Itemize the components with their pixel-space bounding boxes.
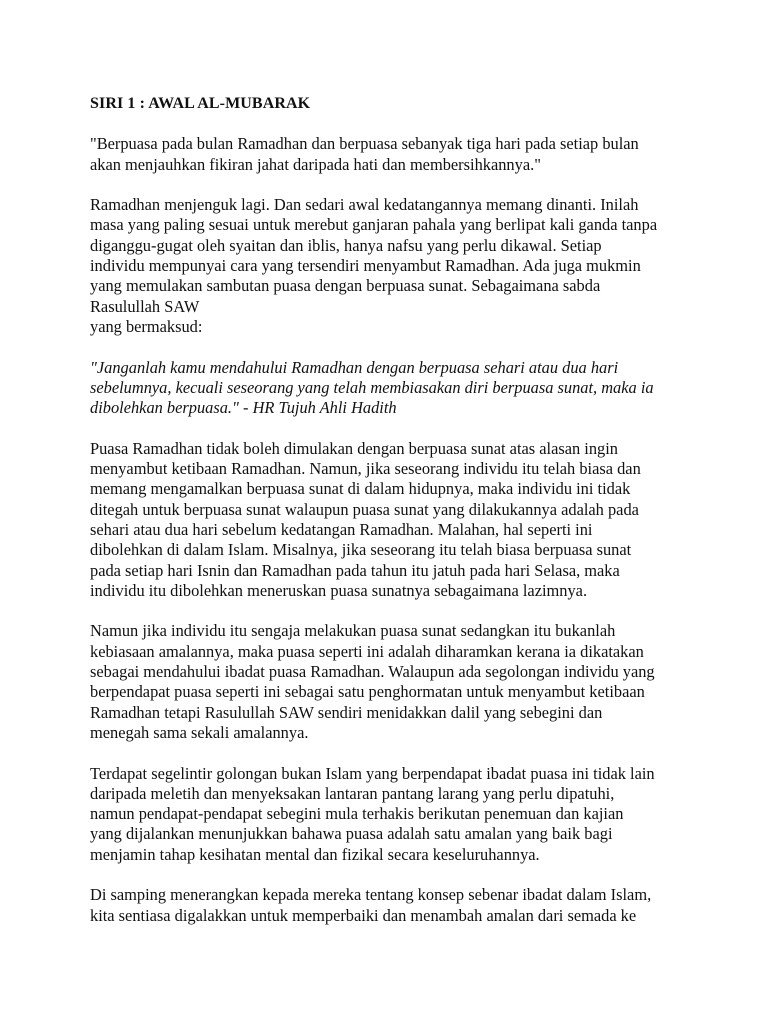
text-line: "Janganlah kamu mendahului Ramadhan dengan berpuasa sehari atau dua hari	[90, 357, 619, 377]
text-line: akan menjauhkan fikiran jahat daripada hati dan membersihkannya."	[90, 154, 541, 174]
body-paragraph	[90, 439, 690, 601]
body-paragraph	[90, 195, 690, 337]
quote-paragraph	[90, 358, 690, 419]
text-line: Puasa Ramadhan tidak boleh dimulakan dengan berpuasa sunat atas alasan ingin	[90, 438, 618, 458]
text-line: individu mempunyai cara yang tersendiri menyambut Ramadhan. Ada juga mukmin	[90, 256, 641, 276]
text-line: Di samping menerangkan kepada mereka tentang konsep sebenar ibadat dalam Islam,	[90, 885, 652, 905]
body-paragraph	[90, 885, 690, 926]
text-line: sebelumnya, kecuali seseorang yang telah membiasakan diri berpuasa sunat, maka ia	[90, 377, 654, 397]
text-line: dibolehkan berpuasa." - HR Tujuh Ahli Hadith	[90, 398, 397, 418]
text-line: sebagai mendahului ibadat puasa Ramadhan. Walaupun ada segolongan individu yang	[90, 662, 655, 682]
text-line: Ramadhan menjenguk lagi. Dan sedari awal kedatangannya memang dinanti. Inilah	[90, 195, 639, 215]
text-line: Terdapat segelintir golongan bukan Islam yang berpendapat ibadat puasa ini tidak lain	[90, 763, 655, 783]
text-line: menyambut ketibaan Ramadhan. Namun, jika seseorang individu itu telah biasa dan	[90, 459, 641, 479]
text-line: dibolehkan di dalam Islam. Misalnya, jika seseorang itu telah biasa berpuasa sunat	[90, 540, 632, 560]
text-line: ditegah untuk berpuasa sunat walaupun puasa sunat yang dilakukannya adalah pada	[90, 499, 639, 519]
document-title: SIRI 1 : AWAL AL-MUBARAK	[90, 95, 311, 112]
text-line: sehari atau dua hari sebelum kedatangan Ramadhan. Malahan, hal seperti ini	[90, 519, 593, 539]
body-paragraph	[90, 621, 690, 743]
text-line: kita sentiasa digalakkan untuk memperbaiki dan menambah amalan dari semada ke	[90, 905, 637, 925]
text-line: diganggu-gugat oleh syaitan dan iblis, hanya nafsu yang perlu dikawal. Setiap	[90, 235, 602, 255]
text-line: Namun jika individu itu sengaja melakukan puasa sunat sedangkan itu bukanlah	[90, 621, 616, 641]
text-line: menegah sama sekali amalannya.	[90, 722, 309, 742]
text-line: kebiasaan amalannya, maka puasa seperti ini adalah diharamkan kerana ia dikatakan	[90, 641, 644, 661]
text-line: "Berpuasa pada bulan Ramadhan dan berpuasa sebanyak tiga hari pada setiap bulan	[90, 134, 639, 154]
text-line: yang bermaksud:	[90, 316, 203, 336]
document-page	[90, 94, 690, 946]
body-paragraph	[90, 134, 690, 175]
text-line: yang dijalankan menunjukkan bahawa puasa adalah satu amalan yang baik bagi	[90, 824, 613, 844]
text-line: daripada meletih dan menyeksakan lantaran pantang larang yang perlu dipatuhi,	[90, 783, 615, 803]
text-line: pada setiap hari Isnin dan Ramadhan pada tahun itu jatuh pada hari Selasa, maka	[90, 560, 620, 580]
text-line: berpendapat puasa seperti ini sebagai satu penghormatan untuk menyambut ketibaan	[90, 682, 645, 702]
text-line: namun pendapat-pendapat sebegini mula terhakis berikutan penemuan dan kajian	[90, 804, 624, 824]
text-line: masa yang paling sesuai untuk merebut ganjaran pahala yang berlipat kali ganda tanpa	[90, 215, 658, 235]
text-line: yang memulakan sambutan puasa dengan berpuasa sunat. Sebagaimana sabda	[90, 276, 601, 296]
body-paragraph	[90, 764, 690, 865]
text-line: menjamin tahap kesihatan mental dan fizikal secara keseluruhannya.	[90, 844, 540, 864]
text-line: Rasulullah SAW	[90, 296, 200, 316]
document-body	[90, 134, 690, 926]
text-line: memang mengamalkan berpuasa sunat di dalam hidupnya, maka individu ini tidak	[90, 479, 631, 499]
text-line: Ramadhan tetapi Rasulullah SAW sendiri menidakkan dalil yang sebegini dan	[90, 702, 603, 722]
text-line: individu itu dibolehkan meneruskan puasa sunatnya sebagaimana lazimnya.	[90, 580, 588, 600]
